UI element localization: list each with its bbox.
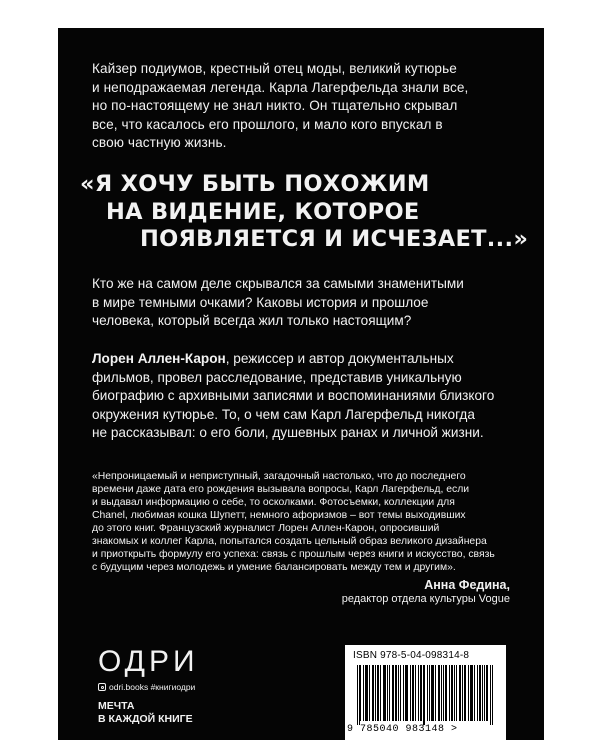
barcode-bar <box>412 665 413 721</box>
barcode-bar <box>482 665 483 721</box>
intro-text <box>92 60 522 153</box>
barcode-bar <box>421 665 422 721</box>
barcode-bar <box>445 665 446 721</box>
barcode-bar <box>427 665 428 721</box>
barcode-bar <box>377 665 378 721</box>
barcode-bar <box>367 665 368 721</box>
barcode-bar <box>366 665 367 721</box>
question-line: Кто же на самом деле скрывался за самыми знаменитыми <box>92 276 464 291</box>
barcode-bar <box>359 665 360 725</box>
reviewer-name: Анна Федина, <box>424 578 510 592</box>
question-line: человека, который всегда жил только настоящим? <box>92 313 412 328</box>
barcode-bar <box>400 665 401 721</box>
instagram-icon <box>98 683 106 691</box>
barcode-bar <box>471 665 472 721</box>
barcode-bar <box>460 665 461 721</box>
about-author-text <box>92 350 522 443</box>
author-name: Лорен Аллен-Карон <box>92 351 226 366</box>
barcode-bar <box>441 665 442 721</box>
review-line: и выдавал информацию о себе, то осколками. Фотосъемки, коллекции для <box>92 497 455 508</box>
quote-line: «Я ХОЧУ БЫТЬ ПОХОЖИМ <box>80 171 430 197</box>
barcode-bar <box>451 665 452 721</box>
review-line: Chanel, любимая кошка Шупетт, немного афоризмов – вот темы выходивших <box>92 510 466 521</box>
barcode-bar <box>432 665 433 721</box>
barcode-bar <box>357 665 358 725</box>
publisher-social <box>98 682 199 692</box>
barcode-bar <box>395 665 396 721</box>
review-line: знакомых и коллег Карла, попытался создать цельный образ великого дизайнера <box>92 536 487 547</box>
question-line: в мире темными очками? Каковы история и прошлое <box>92 294 429 310</box>
barcode-bar <box>435 665 436 721</box>
barcode-bar <box>406 665 407 721</box>
book-back-cover <box>58 28 544 740</box>
intro-line: Кайзер подиумов, крестный отец моды, великий кутюрье <box>92 61 457 76</box>
slogan-line: В КАЖДОЙ КНИГЕ <box>98 713 193 725</box>
barcode-bar <box>393 665 394 721</box>
barcode-bar <box>456 665 457 721</box>
barcode-bar <box>484 665 485 721</box>
barcode-bar <box>392 665 393 721</box>
review-line: и приоткрыть формулу его успеха: связь с прошлым через книги и искусство, связь <box>92 549 495 560</box>
barcode-bar <box>424 665 425 725</box>
about-line-rest: , режиссер и автор документальных <box>225 351 454 366</box>
barcode-bar <box>365 665 366 721</box>
barcode-bar <box>490 665 491 725</box>
barcode-bar <box>378 665 379 721</box>
about-line <box>92 350 522 369</box>
barcode-bar <box>438 665 439 721</box>
barcode-bar <box>375 665 376 721</box>
barcode-bar <box>468 665 469 721</box>
barcode-bar <box>420 665 421 721</box>
barcode-bar <box>360 665 361 721</box>
barcode-bar <box>363 665 364 721</box>
headline-quote <box>80 171 530 254</box>
reviewer-title: редактор отдела культуры Vogue <box>341 593 510 605</box>
review-line: с будущим через молодежь и умение балансировать между тем и другим». <box>92 562 456 573</box>
barcode-bar <box>413 665 414 721</box>
about-line: не рассказывал: о его боли, душевных ранах и личной жизни. <box>92 425 484 440</box>
barcode-bar <box>492 665 493 725</box>
barcode-digits: 9 785040 983148 > <box>347 724 458 735</box>
intro-line: свою частную жизнь. <box>92 135 227 150</box>
barcode-bar <box>380 665 381 721</box>
isbn-text: ISBN 978-5-04-098314-8 <box>353 650 470 661</box>
barcode-bar <box>423 665 424 725</box>
barcode-bar <box>385 665 386 721</box>
barcode-bar <box>396 665 397 721</box>
barcode-bar <box>431 665 432 721</box>
barcode-bar <box>459 665 460 721</box>
about-line: окружения кутюрье. То, о чем сам Карл Лагерфельд никогда <box>92 406 475 422</box>
barcode-panel <box>345 645 506 740</box>
barcode-bar <box>369 665 370 721</box>
barcode-bar <box>405 665 406 721</box>
barcode-bar <box>487 665 488 721</box>
intro-line: все, что касалось его прошлого, и мало кого впускал в <box>92 116 443 132</box>
barcode-bar <box>474 665 475 721</box>
publisher-brand: ОДРИ <box>98 645 199 678</box>
intro-line: и неподражаемая легенда. Карла Лагерфельда знали все, <box>92 79 469 95</box>
barcode-bar <box>407 665 408 721</box>
barcode-bar <box>477 665 478 721</box>
publisher-slogan <box>98 700 199 726</box>
review-attribution <box>342 578 510 606</box>
barcode-bar <box>403 665 404 721</box>
barcode-graphic <box>357 665 493 725</box>
publisher-logo <box>98 646 199 726</box>
barcode-bar <box>470 665 471 721</box>
slogan-line: МЕЧТА <box>98 700 135 712</box>
barcode-bar <box>454 665 455 721</box>
barcode-bar <box>389 665 390 721</box>
barcode-bar <box>464 665 465 721</box>
barcode-bar <box>439 665 440 721</box>
barcode-bar <box>383 665 384 721</box>
barcode-bar <box>443 665 444 721</box>
barcode-bar <box>462 665 463 721</box>
barcode-bar <box>433 665 434 721</box>
review-line: до этого книг. Французский журналист Лорен Аллен-Карон, опросивший <box>92 523 440 534</box>
social-handle: odri.books #книгиодри <box>109 682 196 692</box>
about-line: фильмов, провел расследование, представив уникальную <box>92 369 462 385</box>
review-line: времени даже дата его рождения вызывала вопросы, Карл Лагерфельд, если <box>92 484 470 495</box>
barcode-bar <box>429 665 430 721</box>
about-line: биографию с архивными записями и воспоминаниями близкого <box>92 388 495 403</box>
barcode-bar <box>387 665 388 721</box>
barcode-bar <box>372 665 373 721</box>
quote-line: НА ВИДЕНИЕ, КОТОРОЕ <box>106 198 420 225</box>
barcode-bar <box>446 665 447 721</box>
barcode-bar <box>384 665 385 721</box>
barcode-bar <box>373 665 374 721</box>
review-quote <box>92 470 522 574</box>
quote-line: ПОЯВЛЯЕТСЯ И ИСЧЕЗАЕТ...» <box>140 226 529 252</box>
barcode-bar <box>398 665 399 721</box>
intro-line: но по-настоящему не знал никто. Он тщательно скрывал <box>92 98 458 113</box>
barcode-bar <box>472 665 473 721</box>
barcode-bar <box>479 665 480 721</box>
barcode-bar <box>480 665 481 721</box>
question-text <box>92 275 522 331</box>
barcode-bar <box>415 665 416 721</box>
barcode-bar <box>452 665 453 721</box>
barcode-bar <box>486 665 487 721</box>
barcode-bar <box>418 665 419 721</box>
review-line: «Непроницаемый и неприступный, загадочный настолько, что до последнего <box>92 471 466 482</box>
barcode-bar <box>449 665 450 721</box>
barcode-bar <box>465 665 466 721</box>
barcode-bar <box>410 665 411 721</box>
